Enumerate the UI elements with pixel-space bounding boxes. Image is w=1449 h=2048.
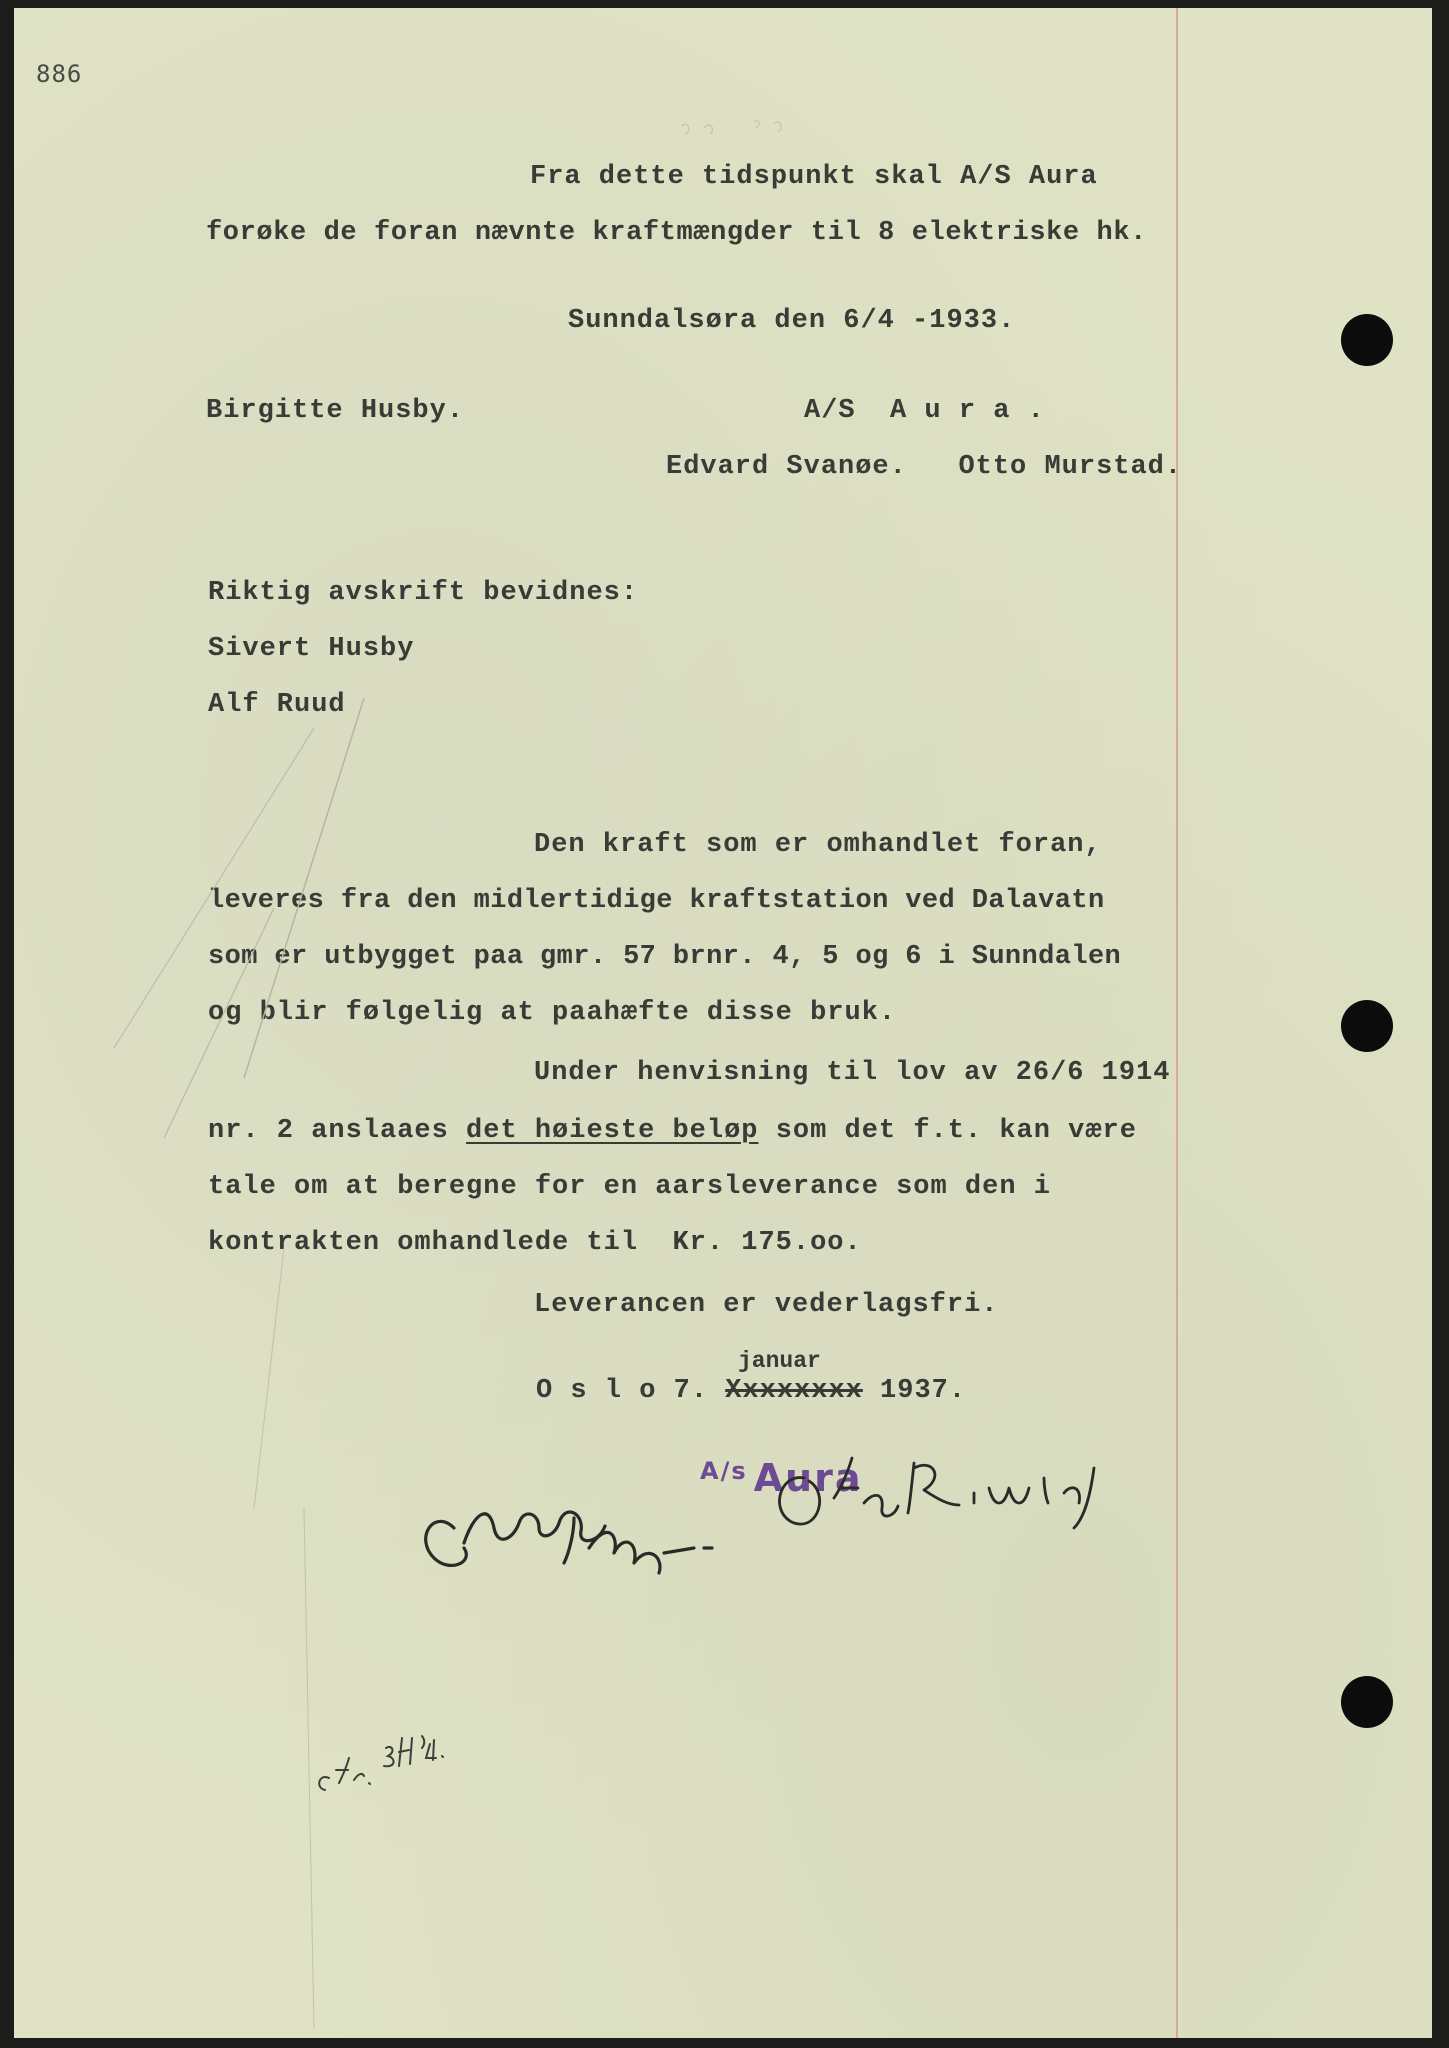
witness-1: Sivert Husby bbox=[208, 634, 415, 664]
oslo-year: 1937. bbox=[862, 1376, 967, 1406]
inserted-month: januar bbox=[738, 1348, 821, 1374]
signer-birgitte: Birgitte Husby. bbox=[206, 396, 465, 426]
document-page bbox=[14, 8, 1432, 2038]
stamp-superscript: A/s bbox=[700, 1457, 748, 1485]
page-number: 886 bbox=[36, 60, 83, 88]
stamp-text: Aura bbox=[753, 1456, 863, 1500]
pencil-stroke-5 bbox=[304, 1508, 314, 2028]
date-line: Sunndalsøra den 6/4 -1933. bbox=[568, 306, 1016, 336]
witness-2: Alf Ruud bbox=[208, 690, 346, 720]
certification-heading: Riktig avskrift bevidnes: bbox=[208, 578, 639, 608]
struck-month: Xxxxxxxx bbox=[725, 1376, 863, 1406]
para-line-2: leveres fra den midlertidige kraftstation ved Dalavatn bbox=[208, 886, 1105, 916]
para-line-8: kontrakten omhandlede til Kr. 175.oo. bbox=[208, 1228, 862, 1258]
signers-line: Edvard Svanøe. Otto Murstad. bbox=[666, 452, 1183, 482]
para-line-6-end: som det f.t. kan være bbox=[758, 1116, 1137, 1146]
oslo-prefix: O s l o 7. bbox=[536, 1376, 726, 1406]
para-line-3: som er utbygget paa gmr. 57 brnr. 4, 5 og 6 i Sunndalen bbox=[208, 942, 1122, 972]
signature-edvard bbox=[426, 1512, 712, 1573]
pencil-stroke-4 bbox=[254, 1248, 284, 1508]
para-line-5: Under henvisning til lov av 26/6 1914 bbox=[534, 1058, 1171, 1088]
handwriting-layer bbox=[14, 8, 1432, 2038]
underlined-phrase: det høieste beløp bbox=[466, 1116, 759, 1146]
para-line-4: og blir følgelig at paahæfte disse bruk. bbox=[208, 998, 897, 1028]
line-2: forøke de foran nævnte kraftmængder til 8 elektriske hk. bbox=[206, 218, 1147, 248]
signature-otto bbox=[780, 1458, 1094, 1528]
para-line-1: Den kraft som er omhandlet foran, bbox=[534, 830, 1102, 860]
para-line-6-start: nr. 2 anslaaes bbox=[208, 1116, 467, 1146]
line-1: Fra dette tidspunkt skal A/S Aura bbox=[530, 162, 1098, 192]
para-line-7: tale om at beregne for en aarsleverance som den i bbox=[208, 1172, 1051, 1202]
para-line-9: Leverancen er vederlagsfri. bbox=[534, 1290, 999, 1320]
pencil-stroke-2 bbox=[114, 728, 314, 1048]
pencil-stroke-1 bbox=[244, 698, 364, 1078]
pencil-mark-top bbox=[682, 121, 781, 134]
margin-note-ink bbox=[319, 1736, 443, 1790]
company-name: A/S A u r a . bbox=[804, 396, 1045, 426]
